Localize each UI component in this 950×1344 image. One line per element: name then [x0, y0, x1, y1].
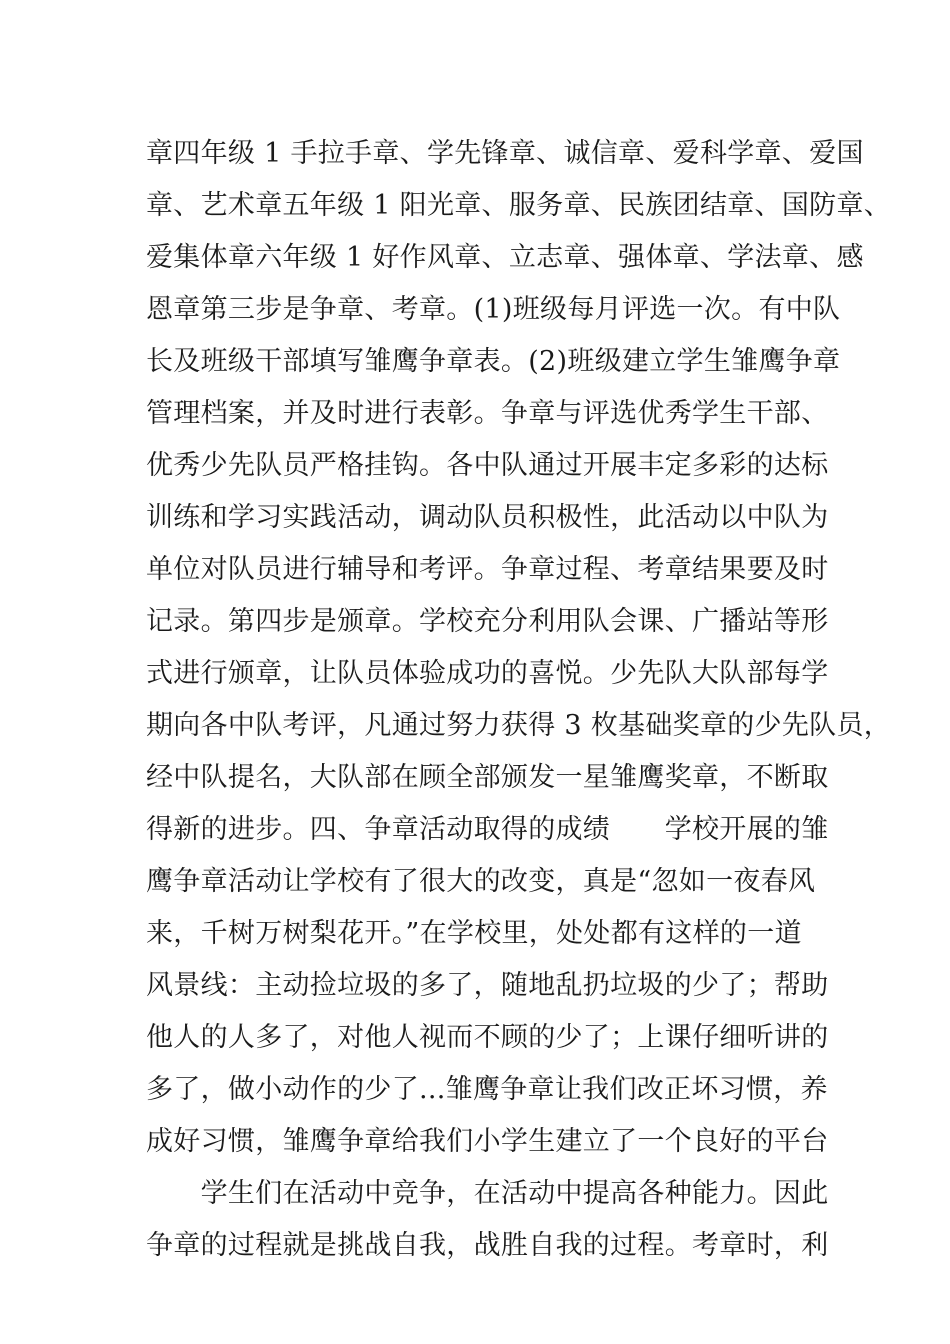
text-line: 鹰争章活动让学校有了很大的改变，真是“忽如一夜春风 — [146, 866, 816, 897]
text-line: 式进行颁章，让队员体验成功的喜悦。少先队大队部每学 — [146, 658, 829, 689]
text-line: 多了，做小动作的少了...雏鹰争章让我们改正坏习惯，养 — [146, 1074, 828, 1105]
text-line: 经中队提名，大队部在顾全部颁发一星雏鹰奖章，不断取 — [146, 762, 829, 793]
text-line: 恩章第三步是争章、考章。(1)班级每月评选一次。有中队 — [146, 294, 841, 325]
text-line: 章四年级 1 手拉手章、学先锋章、诚信章、爱科学章、爱国 — [146, 138, 864, 169]
text-line: 争章的过程就是挑战自我，战胜自我的过程。考章时，利 — [146, 1230, 829, 1261]
body-text — [146, 128, 892, 1272]
text-line: 期向各中队考评，凡通过努力获得 3 枚基础奖章的少先队员， — [146, 710, 892, 741]
text-line: 训练和学习实践活动，调动队员积极性，此活动以中队为 — [146, 502, 829, 533]
text-line: 风景线：主动捡垃圾的多了，随地乱扔垃圾的少了；帮助 — [146, 970, 829, 1001]
text-line: 单位对队员进行辅导和考评。争章过程、考章结果要及时 — [146, 554, 829, 585]
text-line: 学生们在活动中竞争，在活动中提高各种能力。因此 — [146, 1178, 829, 1209]
text-line: 章、艺术章五年级 1 阳光章、服务章、民族团结章、国防章、 — [146, 190, 892, 221]
text-line: 爱集体章六年级 1 好作风章、立志章、强体章、学法章、感 — [146, 242, 864, 273]
text-line: 长及班级干部填写雏鹰争章表。(2)班级建立学生雏鹰争章 — [146, 346, 841, 377]
text-line: 来，千树万树梨花开。”在学校里，处处都有这样的一道 — [146, 918, 802, 949]
text-line: 他人的人多了，对他人视而不顾的少了；上课仔细听讲的 — [146, 1022, 829, 1053]
text-line: 成好习惯，雏鹰争章给我们小学生建立了一个良好的平台 — [146, 1126, 829, 1157]
text-line: 记录。第四步是颁章。学校充分利用队会课、广播站等形 — [146, 606, 829, 637]
text-line: 管理档案，并及时进行表彰。争章与评选优秀学生干部、 — [146, 398, 829, 429]
text-line: 得新的进步。四、争章活动取得的成绩 学校开展的雏 — [146, 814, 829, 845]
text-line: 优秀少先队员严格挂钩。各中队通过开展丰定多彩的达标 — [146, 450, 829, 481]
